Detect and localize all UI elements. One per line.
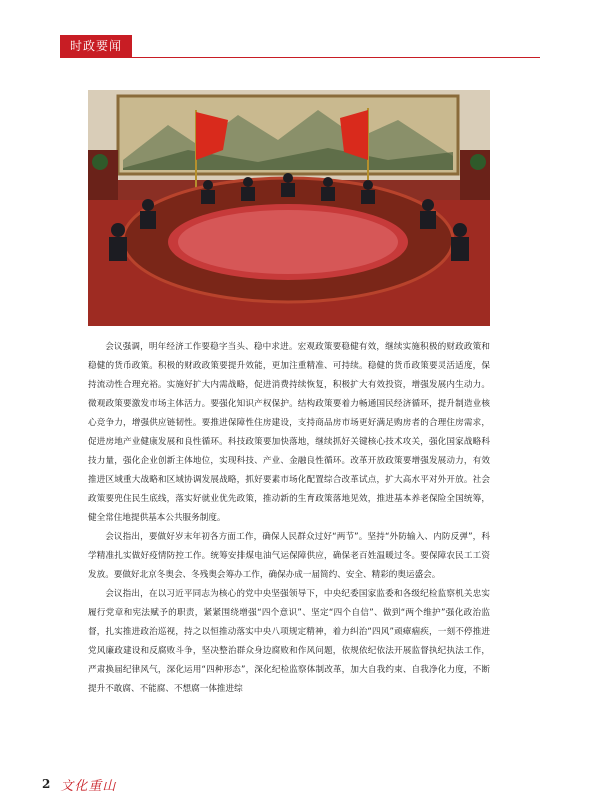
- article-paragraph: 会议指出，要做好岁末年初各方面工作，确保人民群众过好“两节”。坚持“外防输入、内防反弹”，科学精准扎实做好疫情防控工作。统筹安排煤电油气运保障供应，确保老百姓温暖过冬。要保障农民工工资发放。要做好北京冬奥会、冬残奥会筹办工作，确保办成一届简约、安全、精彩的奥运盛会。: [88, 532, 490, 580]
- magazine-logo: 文化重山: [60, 778, 117, 794]
- page-footer: [42, 774, 116, 794]
- meeting-photo: [88, 90, 490, 326]
- header-bar: [0, 0, 595, 34]
- page-number: 2: [42, 777, 51, 791]
- article-body: [88, 338, 490, 699]
- header-divider: [60, 57, 540, 58]
- article-paragraph: 会议指出，在以习近平同志为核心的党中央坚强领导下，中央纪委国家监委和各级纪检监察机关忠实履行党章和宪法赋予的职责，紧紧围绕增强“四个意识”、坚定“四个自信”、做到“两个维护”强化政治监督，扎实推进政治巡视，持之以恒推动落实中央八项规定精神，着力纠治“四风”顽瘴痼疾，一刻不停推进党风廉政建设和反腐败斗争，坚决整治群众身边腐败和作风问题，依规依纪依法开展监督执纪执法工作，严肃换届纪律风气，深化运用“四种形态”，深化纪检监察体制改革，加大自我约束、自我净化力度，不断提升不敢腐、不能腐、不想腐一体推进综: [88, 589, 490, 694]
- section-tag: 时政要闻: [60, 35, 132, 57]
- article-paragraph: 会议强调，明年经济工作要稳字当头、稳中求进。宏观政策要稳健有效，继续实施积极的财政政策和稳健的货币政策。积极的财政政策要提升效能，更加注重精准、可持续。稳健的货币政策要灵活适度，保持流动性合理充裕。实施好扩大内需战略，促进消费持续恢复，积极扩大有效投资，增强发展内生动力。微观政策要激发市场主体活力。要强化知识产权保护。结构政策要着力畅通国民经济循环，提升制造业核心竞争力，增强供应链韧性。要推进保障性住房建设，支持商品房市场更好满足购房者的合理住房需求，促进房地产业健康发展和良性循环。科技政策要加快落地，继续抓好关键核心技术攻关，强化国家战略科技力量，强化企业创新主体地位，实现科技、产业、金融良性循环。改革开放政策要增强发展动力，有效推进区域重大战略和区域协调发展战略，抓好要素市场化配置综合改革试点，扩大高水平对外开放。社会政策要兜住民生底线，落实好就业优先政策，推动新的生育政策落地见效，推进基本养老保险全国统筹，健全常住地提供基本公共服务制度。: [88, 342, 490, 523]
